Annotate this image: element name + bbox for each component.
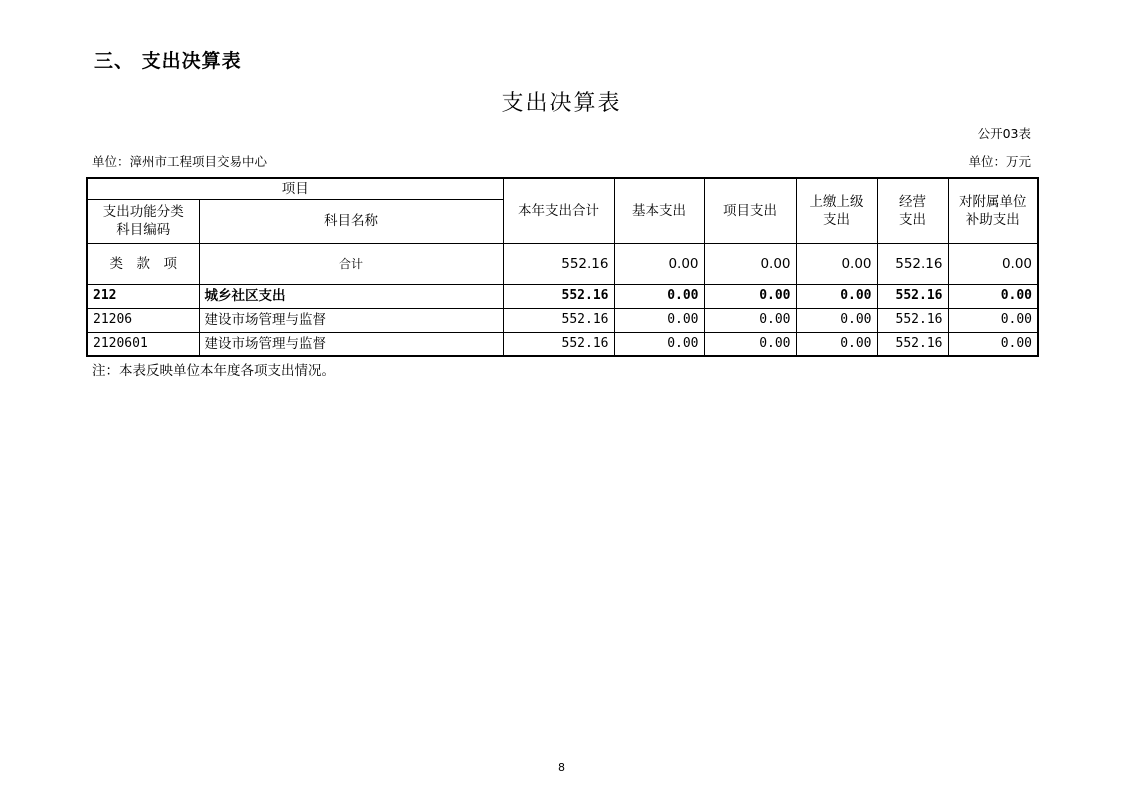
row-basic: 0.00 [614,332,704,356]
header-business-line1: 经营 [899,193,926,210]
reporting-unit: 单位：漳州市工程项目交易中心 [92,154,268,169]
sum-label: 合计 [199,243,503,284]
header-subsidy [948,178,1038,243]
row-business: 552.16 [877,332,948,356]
table-note: 注：本表反映单位本年度各项支出情况。 [92,363,335,379]
row-code: 212 [87,284,199,308]
row-project: 0.00 [704,332,796,356]
expenditure-table [86,177,1039,357]
row-project: 0.00 [704,308,796,332]
header-item: 项目 [87,178,503,199]
currency-unit: 单位：万元 [968,154,1031,169]
header-subsidy-line2: 补助支出 [965,211,1020,228]
header-code [87,199,199,243]
class-label: 类 款 项 [87,243,199,284]
header-business-line2: 支出 [899,211,926,228]
header-business [877,178,948,243]
row-name: 城乡社区支出 [199,284,503,308]
row-business: 552.16 [877,308,948,332]
header-basic: 基本支出 [614,178,704,243]
header-code-line2: 科目编码 [116,222,171,238]
header-remit [796,178,877,243]
page-title: 支出决算表 [501,91,622,116]
sum-basic: 0.00 [614,243,704,284]
table-row [87,332,1038,356]
sum-business: 552.16 [877,243,948,284]
table-row [87,284,1038,308]
header-code-line1: 支出功能分类 [102,204,184,220]
row-business: 552.16 [877,284,948,308]
section-heading: 三、 支出决算表 [94,50,242,72]
sum-project: 0.00 [704,243,796,284]
header-subsidy-line1: 对附属单位 [959,193,1027,210]
row-project: 0.00 [704,284,796,308]
sum-total: 552.16 [503,243,614,284]
row-subsidy: 0.00 [948,308,1038,332]
page-number: 8 [558,761,565,774]
row-total: 552.16 [503,332,614,356]
header-remit-line2: 支出 [823,211,850,228]
header-total: 本年支出合计 [503,178,614,243]
header-remit-line1: 上缴上级 [809,193,864,210]
row-basic: 0.00 [614,308,704,332]
row-code: 2120601 [87,332,199,356]
row-remit: 0.00 [796,284,877,308]
row-remit: 0.00 [796,332,877,356]
row-subsidy: 0.00 [948,332,1038,356]
row-name: 建设市场管理与监督 [199,308,503,332]
row-remit: 0.00 [796,308,877,332]
sum-remit: 0.00 [796,243,877,284]
sum-row [87,243,1038,284]
row-total: 552.16 [503,284,614,308]
table-row [87,308,1038,332]
row-basic: 0.00 [614,284,704,308]
form-code: 公开03表 [977,126,1031,141]
header-name: 科目名称 [199,199,503,243]
row-name: 建设市场管理与监督 [199,332,503,356]
row-total: 552.16 [503,308,614,332]
sum-subsidy: 0.00 [948,243,1038,284]
row-subsidy: 0.00 [948,284,1038,308]
header-project: 项目支出 [704,178,796,243]
row-code: 21206 [87,308,199,332]
